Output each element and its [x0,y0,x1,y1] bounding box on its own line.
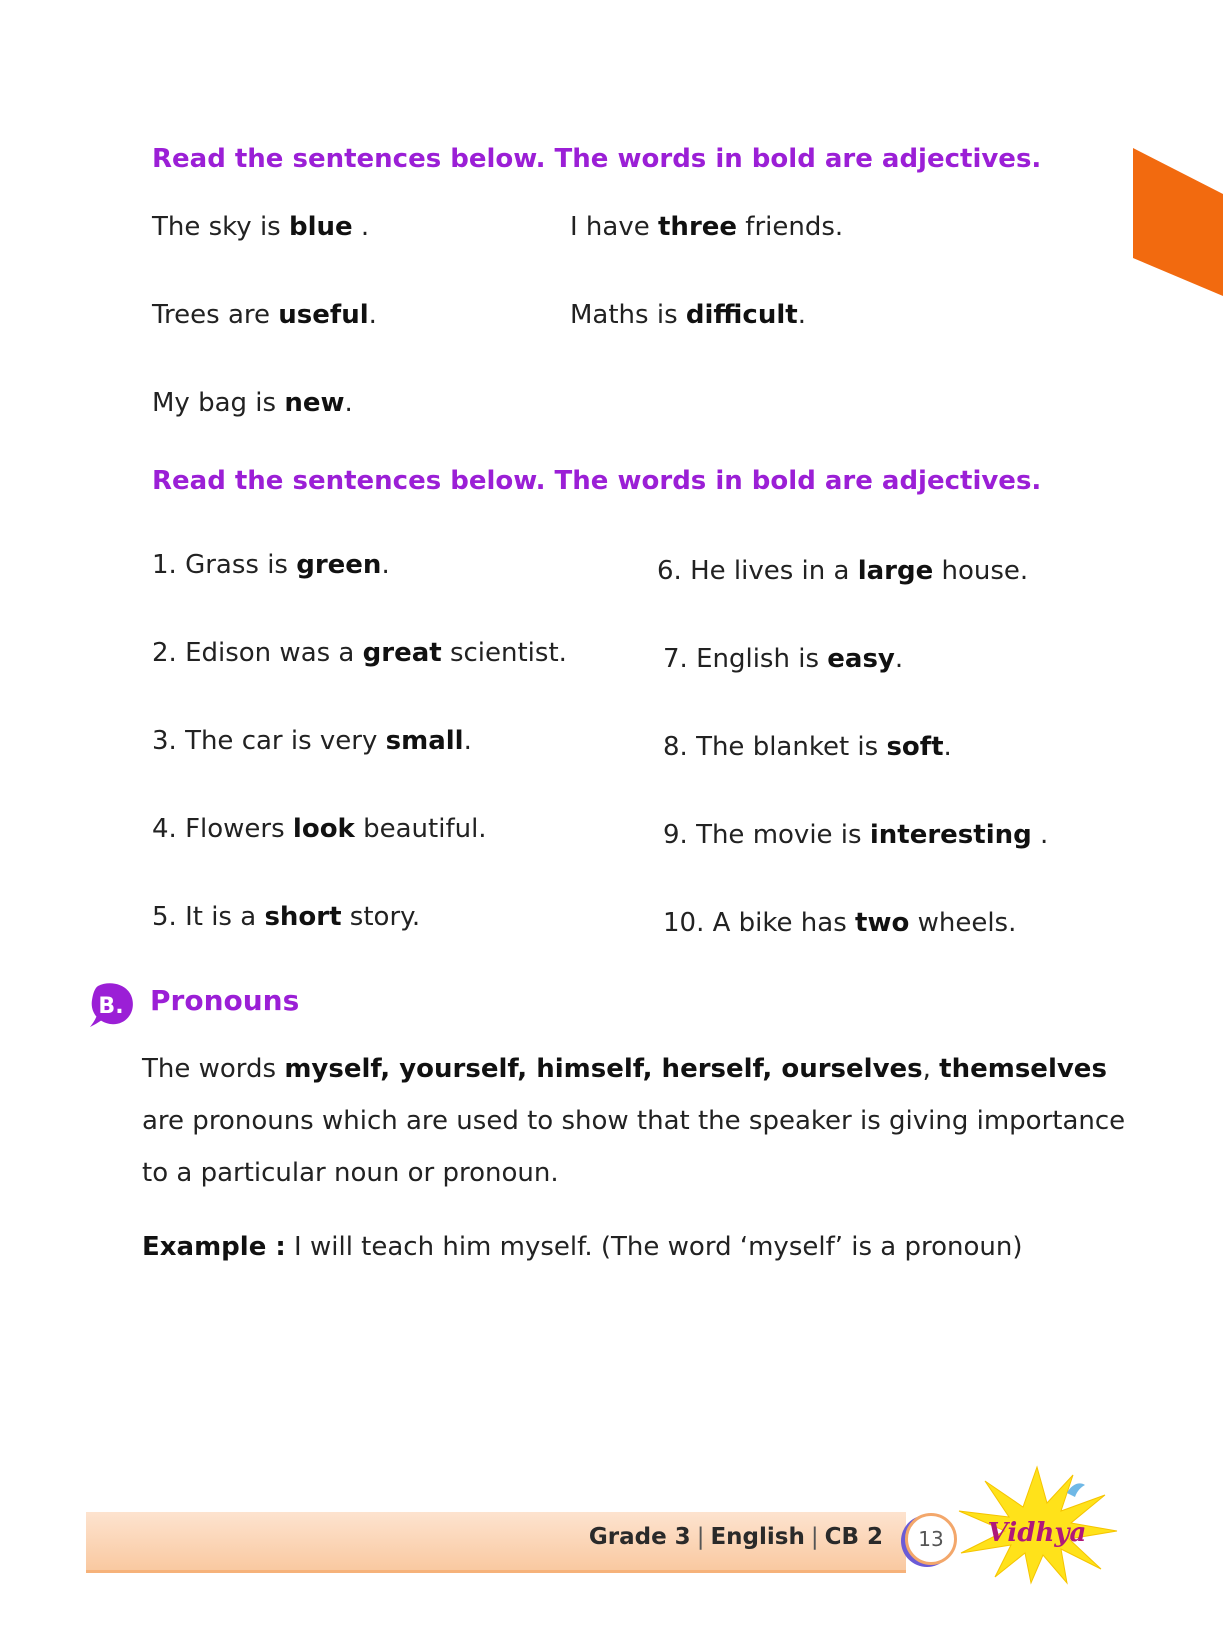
exercise-sentence: 4. Flowers look beautiful. [152,814,487,844]
section-b-title: Pronouns [150,984,300,1017]
svg-text:B.: B. [98,994,124,1019]
footer-subject: English [710,1524,805,1550]
section-b-badge-icon [88,980,136,1028]
exercise-sentence: 1. Grass is green. [152,550,390,580]
exercise-sentence: 8. The blanket is soft. [663,732,952,762]
corner-tab [1133,148,1223,296]
example-sentence: My bag is new. [152,388,353,418]
pronouns-paragraph: The words myself, yourself, himself, herself, ourselves, themselves are pronouns which are used to show that the speaker is giving importance to a particular noun or pronoun. [142,1054,1126,1188]
exercise-sentence: 2. Edison was a great scientist. [152,638,567,668]
footer-book: CB 2 [824,1524,883,1550]
exercise-sentence: 9. The movie is interesting . [663,820,1049,850]
exercise-sentence: 3. The car is very small. [152,726,472,756]
footer-grade: Grade 3 [588,1524,691,1550]
exercise-sentence: 10. A bike has two wheels. [663,908,1017,938]
section-heading-examples: Read the sentences below. The words in bold are adjectives. [152,144,1042,174]
section-heading-exercises: Read the sentences below. The words in bold are adjectives. [152,466,1042,496]
exercise-sentence: 5. It is a short story. [152,902,421,932]
page-number: 13 [905,1513,957,1565]
exercise-sentence: 7. English is easy. [663,644,904,674]
vidhya-logo [955,1465,1120,1585]
example-sentence: The sky is blue . [152,212,370,242]
exercise-sentence: 6. He lives in a large house. [657,556,1029,586]
svg-text:Vidhya: Vidhya [987,1518,1087,1548]
example-sentence: I have three friends. [570,212,844,242]
example-sentence: Trees are useful. [152,300,377,330]
example-line: Example : I will teach him myself. (The word ‘myself’ is a pronoun) [142,1232,1023,1262]
footer-book-info: Grade 3 | English | CB 2 [588,1524,883,1550]
example-sentence: Maths is difficult. [570,300,806,330]
